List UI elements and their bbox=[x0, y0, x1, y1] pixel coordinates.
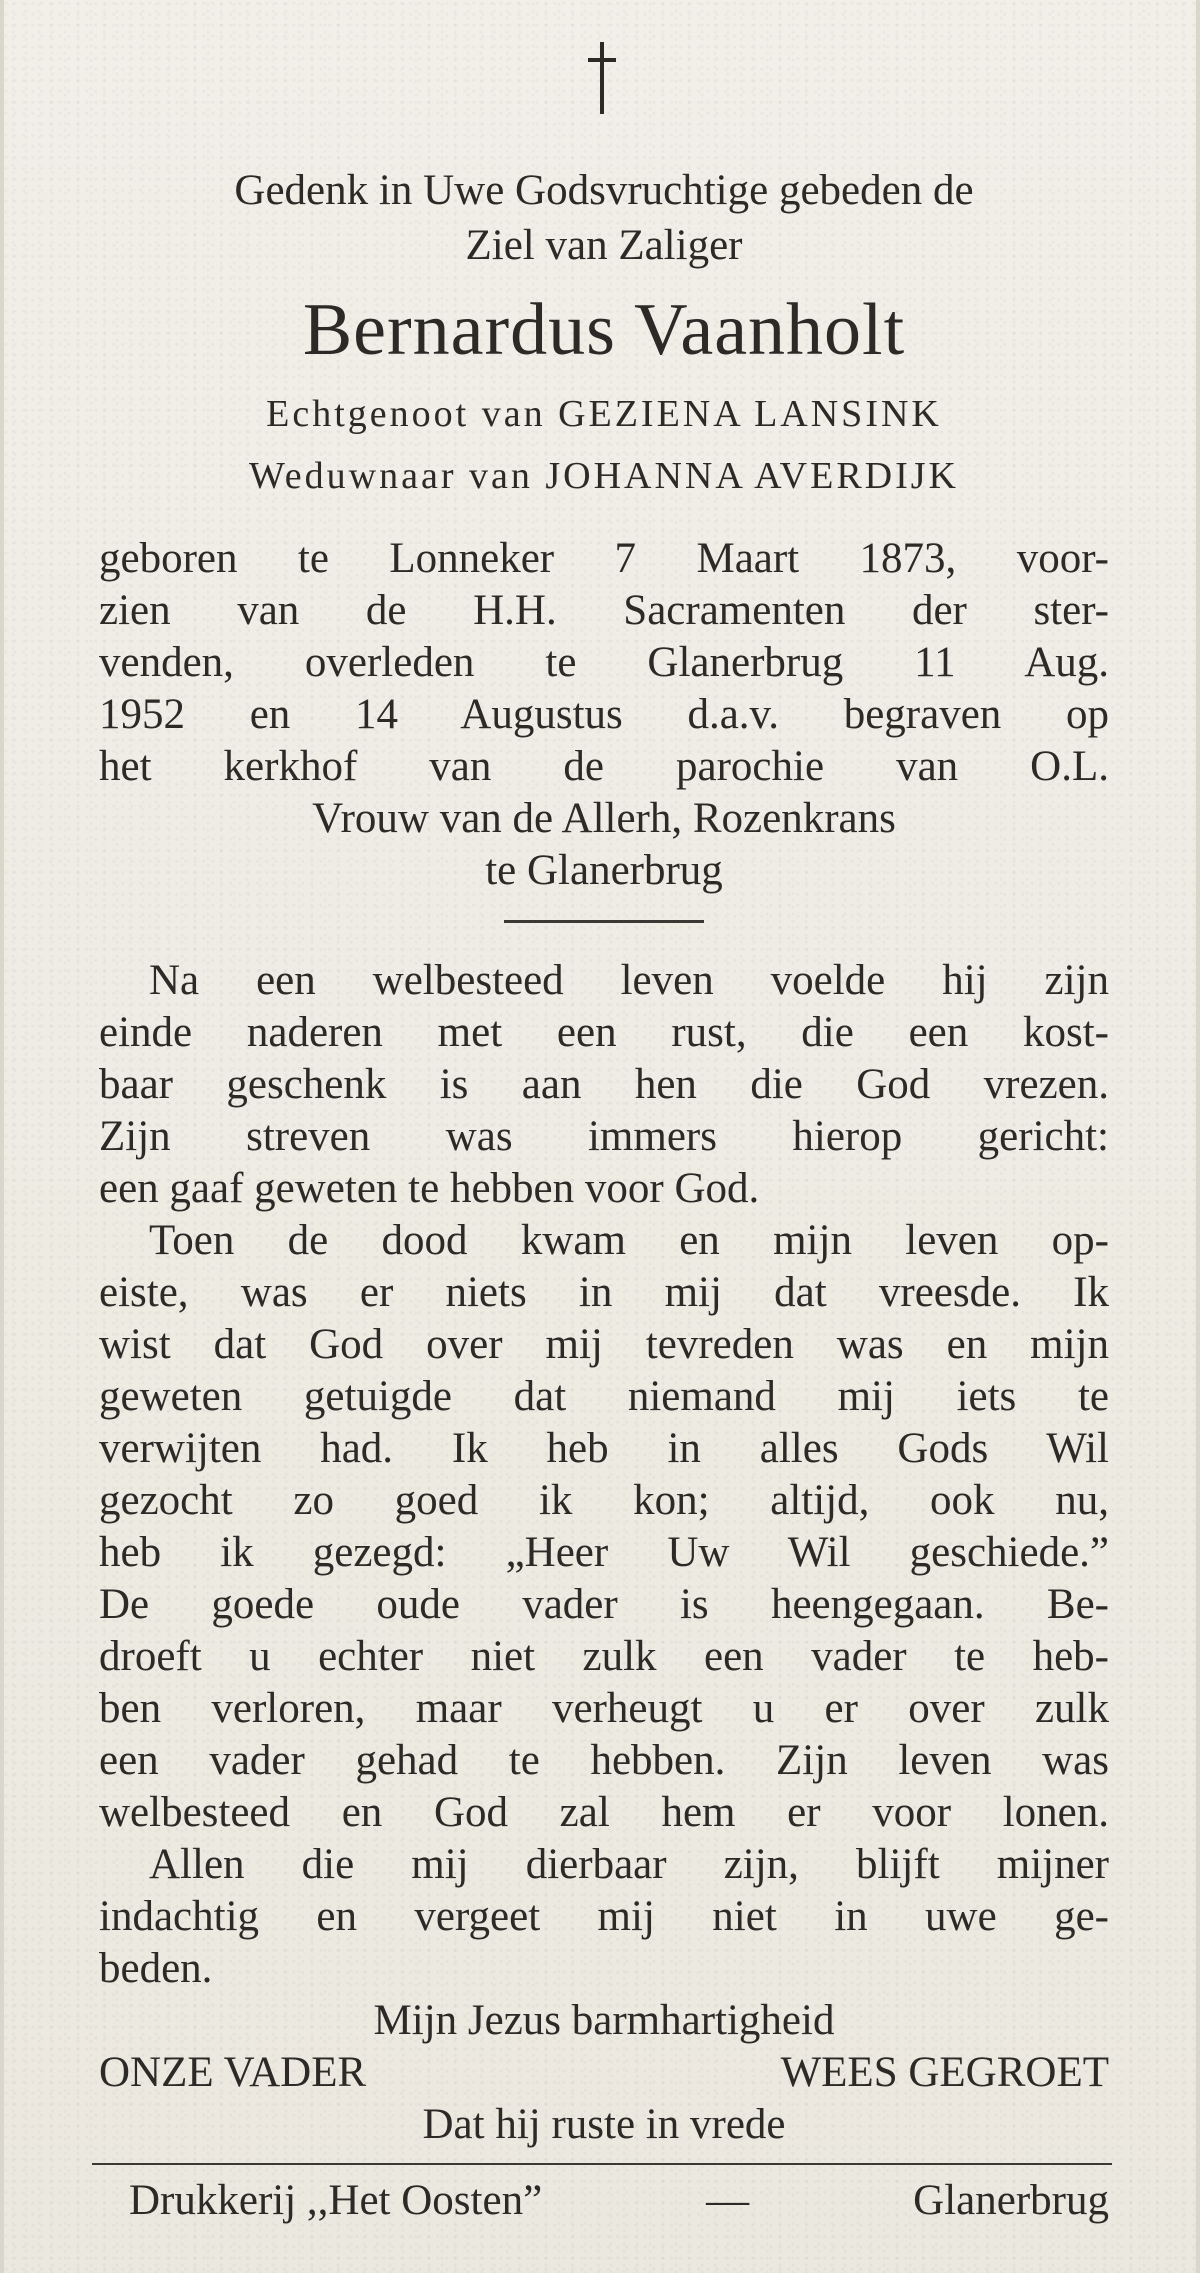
text-line: eiste, was er niets in mij dat vreesde. Ik bbox=[99, 1269, 1109, 1316]
prayer-pair bbox=[99, 2047, 1109, 2099]
footer-printer: Drukkerij ,,Het Oosten” bbox=[129, 2177, 543, 2224]
text-line: een vader gehad te hebben. Zijn leven was bbox=[99, 1737, 1109, 1784]
prayer-right: WEES GEGROET bbox=[780, 2049, 1109, 2096]
widower-line: Weduwnaar van JOHANNA AVERDIJK bbox=[248, 455, 959, 497]
text-line: indachtig en vergeet mij niet in uwe ge- bbox=[99, 1893, 1109, 1940]
biography-line: te Glanerbrug bbox=[485, 847, 723, 894]
text-line: gezocht zo goed ik kon; altijd, ook nu, bbox=[99, 1477, 1109, 1524]
footer bbox=[129, 2175, 1109, 2227]
biography-line: 1952 en 14 Augustus d.a.v. begraven op bbox=[99, 691, 1109, 738]
cross-icon bbox=[582, 38, 622, 118]
footer-dash: — bbox=[706, 2177, 750, 2224]
text-line: De goede oude vader is heengegaan. Be- bbox=[99, 1581, 1109, 1628]
rest-line: Dat hij ruste in vrede bbox=[422, 2101, 786, 2148]
text-line: Na een welbesteed leven voelde hij zijn bbox=[149, 957, 1109, 1004]
prayer-line: Mijn Jezus barmhartigheid bbox=[373, 1997, 835, 2044]
text-line: droeft u echter niet zulk een vader te heb- bbox=[99, 1633, 1109, 1680]
text-line: heb ik gezegd: „Heer Uw Wil geschiede.” bbox=[99, 1529, 1109, 1576]
spouse-line: Echtgenoot van GEZIENA LANSINK bbox=[266, 393, 942, 435]
text-line: baar geschenk is aan hen die God vrezen. bbox=[99, 1061, 1109, 1108]
biography-line: het kerkhof van de parochie van O.L. bbox=[99, 743, 1109, 790]
footer-rule bbox=[92, 2163, 1112, 2165]
biography-line: zien van de H.H. Sacramenten der ster- bbox=[99, 587, 1109, 634]
heading-line-2: Ziel van Zaliger bbox=[465, 222, 743, 269]
prayer-left: ONZE VADER bbox=[99, 2049, 367, 2096]
text-line: geweten getuigde dat niemand mij iets te bbox=[99, 1373, 1109, 1420]
text-line: een gaaf geweten te hebben voor God. bbox=[99, 1165, 760, 1212]
deceased-name: Bernardus Vaanholt bbox=[302, 289, 906, 371]
text-line: verwijten had. Ik heb in alles Gods Wil bbox=[99, 1425, 1109, 1472]
text-line: einde naderen met een rust, die een kost- bbox=[99, 1009, 1109, 1056]
text-line: Allen die mij dierbaar zijn, blijft mijner bbox=[149, 1841, 1109, 1888]
text-line: Toen de dood kwam en mijn leven op- bbox=[149, 1217, 1109, 1264]
biography-line: venden, overleden te Glanerbrug 11 Aug. bbox=[99, 639, 1109, 686]
text-line: beden. bbox=[99, 1945, 213, 1992]
footer-place: Glanerbrug bbox=[913, 2177, 1109, 2224]
biography-line: geboren te Lonneker 7 Maart 1873, voor- bbox=[99, 535, 1109, 582]
text-line: Zijn streven was immers hierop gericht: bbox=[99, 1113, 1109, 1160]
section-divider bbox=[504, 920, 704, 923]
text-line: wist dat God over mij tevreden was en mijn bbox=[99, 1321, 1109, 1368]
text-line: ben verloren, maar verheugt u er over zulk bbox=[99, 1685, 1109, 1732]
heading-line-1: Gedenk in Uwe Godsvruchtige gebeden de bbox=[234, 167, 974, 214]
text-line: welbesteed en God zal hem er voor lonen. bbox=[99, 1789, 1109, 1836]
biography-line: Vrouw van de Allerh, Rozenkrans bbox=[312, 795, 896, 842]
